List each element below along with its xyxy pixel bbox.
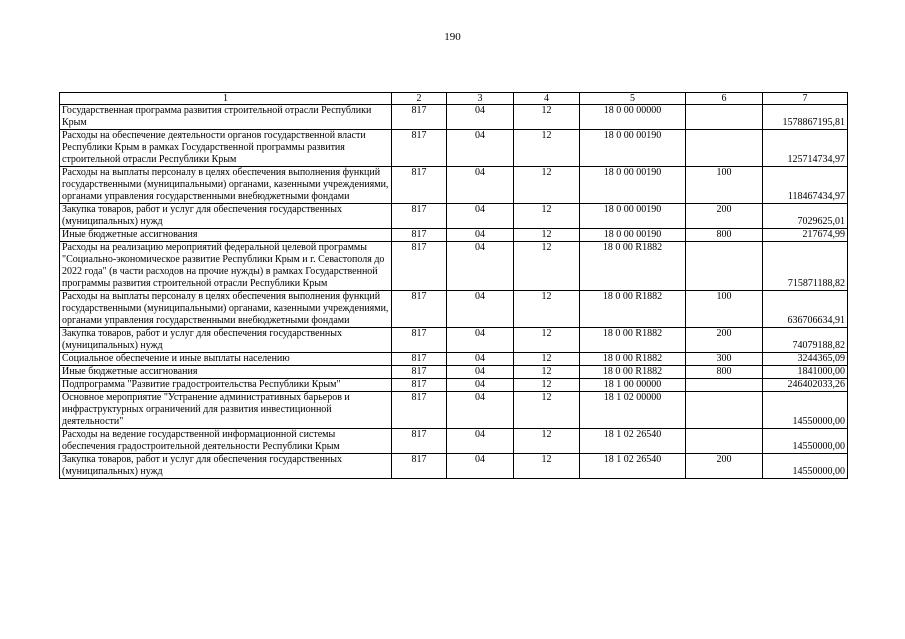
row-code-cell: 817	[392, 454, 447, 479]
row-subsection-cell: 12	[514, 379, 580, 392]
row-section-cell: 04	[447, 454, 514, 479]
row-code-cell: 817	[392, 204, 447, 229]
row-target-cell: 18 0 00 R1882	[580, 242, 686, 291]
row-expense-type-cell: 800	[686, 229, 763, 242]
header-row	[60, 93, 848, 105]
row-code-cell: 817	[392, 105, 447, 130]
row-name-cell: Расходы на выплаты персоналу в целях обеспечения выполнения функций государственными (муниципальными) органами, казенными учреждениями, органами управления государственными внебюджетными фондами	[60, 291, 392, 328]
row-expense-type-cell	[686, 379, 763, 392]
row-expense-type-cell	[686, 242, 763, 291]
table-row	[60, 366, 848, 379]
row-name-cell: Закупка товаров, работ и услуг для обеспечения государственных (муниципальных) нужд	[60, 454, 392, 479]
row-name-cell: Расходы на ведение государственной информационной системы обеспечения градостроительной деятельности Республики Крым	[60, 429, 392, 454]
row-code-cell: 817	[392, 328, 447, 353]
row-expense-type-cell: 100	[686, 167, 763, 204]
row-amount-cell: 125714734,97	[763, 130, 848, 167]
row-target-cell: 18 1 02 26540	[580, 454, 686, 479]
row-target-cell: 18 0 00 R1882	[580, 366, 686, 379]
header-cell: 5	[580, 93, 686, 105]
page-number: 190	[444, 31, 461, 43]
row-amount-cell: 1841000,00	[763, 366, 848, 379]
row-code-cell: 817	[392, 429, 447, 454]
row-target-cell: 18 0 00 R1882	[580, 328, 686, 353]
row-subsection-cell: 12	[514, 353, 580, 366]
row-subsection-cell: 12	[514, 105, 580, 130]
row-code-cell: 817	[392, 366, 447, 379]
row-expense-type-cell	[686, 105, 763, 130]
row-subsection-cell: 12	[514, 392, 580, 429]
table-row	[60, 429, 848, 454]
row-section-cell: 04	[447, 242, 514, 291]
row-code-cell: 817	[392, 242, 447, 291]
row-amount-cell: 1578867195,81	[763, 105, 848, 130]
row-section-cell: 04	[447, 353, 514, 366]
row-section-cell: 04	[447, 167, 514, 204]
row-amount-cell: 3244365,09	[763, 353, 848, 366]
row-expense-type-cell: 200	[686, 328, 763, 353]
row-section-cell: 04	[447, 429, 514, 454]
row-target-cell: 18 1 02 00000	[580, 392, 686, 429]
row-section-cell: 04	[447, 379, 514, 392]
row-name-cell: Государственная программа развития строительной отрасли Республики Крым	[60, 105, 392, 130]
row-subsection-cell: 12	[514, 366, 580, 379]
row-name-cell: Иные бюджетные ассигнования	[60, 229, 392, 242]
row-name-cell: Подпрограмма "Развитие градостроительства Республики Крым"	[60, 379, 392, 392]
row-subsection-cell: 12	[514, 204, 580, 229]
row-subsection-cell: 12	[514, 229, 580, 242]
row-section-cell: 04	[447, 328, 514, 353]
row-expense-type-cell: 800	[686, 366, 763, 379]
row-expense-type-cell	[686, 130, 763, 167]
row-section-cell: 04	[447, 291, 514, 328]
row-section-cell: 04	[447, 392, 514, 429]
row-target-cell: 18 1 02 26540	[580, 429, 686, 454]
row-amount-cell: 715871188,82	[763, 242, 848, 291]
row-subsection-cell: 12	[514, 454, 580, 479]
row-amount-cell: 118467434,97	[763, 167, 848, 204]
table-row	[60, 353, 848, 366]
table-body	[60, 105, 848, 479]
row-amount-cell: 217674,99	[763, 229, 848, 242]
header-cell: 6	[686, 93, 763, 105]
header-cell: 1	[60, 93, 392, 105]
row-target-cell: 18 0 00 00190	[580, 130, 686, 167]
row-section-cell: 04	[447, 229, 514, 242]
row-amount-cell: 636706634,91	[763, 291, 848, 328]
row-subsection-cell: 12	[514, 167, 580, 204]
row-code-cell: 817	[392, 130, 447, 167]
row-name-cell: Закупка товаров, работ и услуг для обеспечения государственных (муниципальных) нужд	[60, 328, 392, 353]
budget-table	[59, 92, 848, 479]
row-target-cell: 18 0 00 00000	[580, 105, 686, 130]
table-row	[60, 379, 848, 392]
row-name-cell: Основное мероприятие "Устранение административных барьеров и инфраструктурных ограничений для развития инвестиционной деятельности"	[60, 392, 392, 429]
row-target-cell: 18 0 00 00190	[580, 229, 686, 242]
table-row	[60, 242, 848, 291]
row-expense-type-cell: 200	[686, 204, 763, 229]
row-name-cell: Расходы на обеспечение деятельности органов государственной власти Республики Крым в рамках Государственной программы развития строительной отрасли Республики Крым	[60, 130, 392, 167]
row-subsection-cell: 12	[514, 242, 580, 291]
table-row	[60, 291, 848, 328]
row-subsection-cell: 12	[514, 328, 580, 353]
table-row	[60, 454, 848, 479]
row-amount-cell: 7029625,01	[763, 204, 848, 229]
row-code-cell: 817	[392, 229, 447, 242]
row-name-cell: Расходы на выплаты персоналу в целях обеспечения выполнения функций государственными (муниципальными) органами, казенными учреждениями, органами управления государственными внебюджетными фондами	[60, 167, 392, 204]
row-target-cell: 18 0 00 R1882	[580, 353, 686, 366]
row-subsection-cell: 12	[514, 429, 580, 454]
row-expense-type-cell	[686, 429, 763, 454]
table-row	[60, 392, 848, 429]
row-expense-type-cell: 100	[686, 291, 763, 328]
header-cell: 2	[392, 93, 447, 105]
row-code-cell: 817	[392, 392, 447, 429]
header-cell: 7	[763, 93, 848, 105]
row-section-cell: 04	[447, 105, 514, 130]
row-section-cell: 04	[447, 204, 514, 229]
row-name-cell: Иные бюджетные ассигнования	[60, 366, 392, 379]
row-name-cell: Расходы на реализацию мероприятий федеральной целевой программы "Социально-экономическое развитие Республики Крым и г. Севастополя до 2022 года" (в части расходов на прочие нужды) в рамках Государственной программы развития строительной отрасли Республики Крым	[60, 242, 392, 291]
row-name-cell: Социальное обеспечение и иные выплаты населению	[60, 353, 392, 366]
row-name-cell: Закупка товаров, работ и услуг для обеспечения государственных (муниципальных) нужд	[60, 204, 392, 229]
row-code-cell: 817	[392, 353, 447, 366]
table-row	[60, 130, 848, 167]
row-code-cell: 817	[392, 291, 447, 328]
table-row	[60, 204, 848, 229]
row-target-cell: 18 0 00 R1882	[580, 291, 686, 328]
row-code-cell: 817	[392, 379, 447, 392]
row-subsection-cell: 12	[514, 291, 580, 328]
row-target-cell: 18 1 00 00000	[580, 379, 686, 392]
table-row	[60, 105, 848, 130]
row-expense-type-cell: 200	[686, 454, 763, 479]
table-row	[60, 229, 848, 242]
row-code-cell: 817	[392, 167, 447, 204]
row-subsection-cell: 12	[514, 130, 580, 167]
row-amount-cell: 74079188,82	[763, 328, 848, 353]
row-expense-type-cell: 300	[686, 353, 763, 366]
row-section-cell: 04	[447, 366, 514, 379]
row-expense-type-cell	[686, 392, 763, 429]
table-row	[60, 328, 848, 353]
row-amount-cell: 14550000,00	[763, 454, 848, 479]
row-section-cell: 04	[447, 130, 514, 167]
row-target-cell: 18 0 00 00190	[580, 204, 686, 229]
row-amount-cell: 14550000,00	[763, 392, 848, 429]
row-amount-cell: 246402033,26	[763, 379, 848, 392]
row-target-cell: 18 0 00 00190	[580, 167, 686, 204]
table-row	[60, 167, 848, 204]
header-cell: 4	[514, 93, 580, 105]
row-amount-cell: 14550000,00	[763, 429, 848, 454]
header-cell: 3	[447, 93, 514, 105]
